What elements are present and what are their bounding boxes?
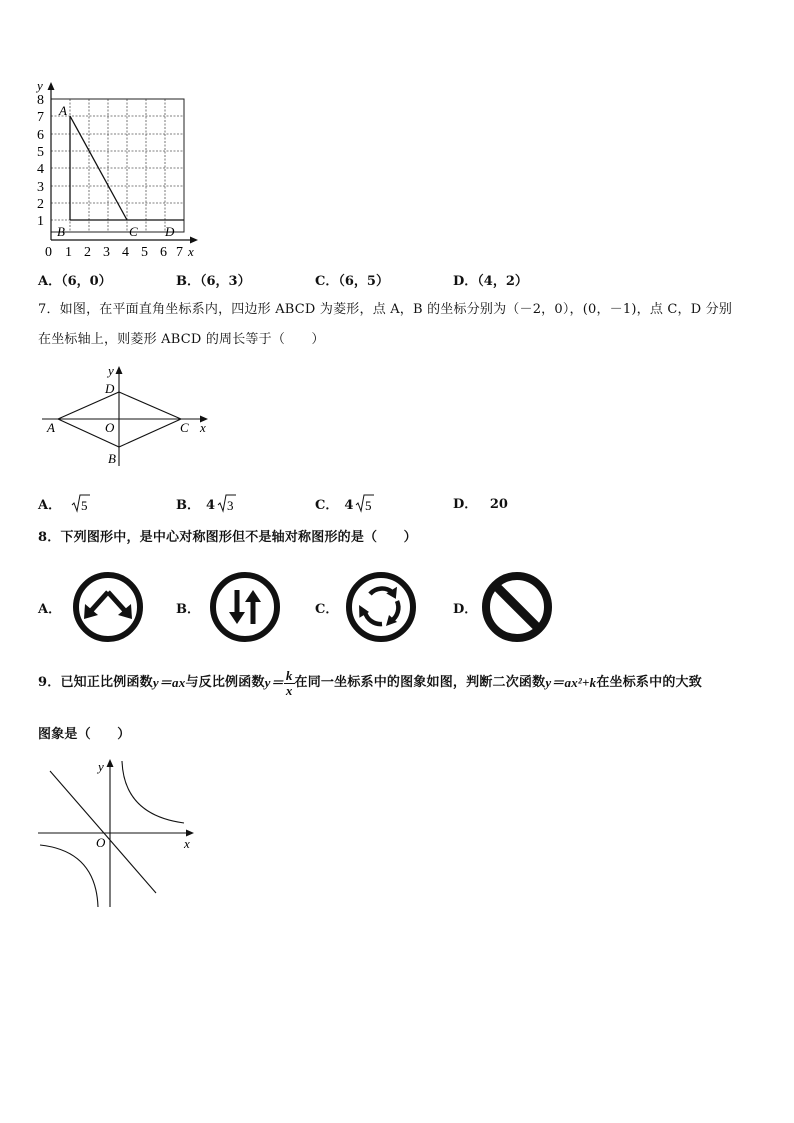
q6-point-D: D: [165, 224, 175, 239]
q7-option-b-letter: B．: [176, 498, 200, 513]
q9-formula-quadratic: y＝ax²+k: [545, 675, 597, 690]
q7-option-d-text: 20: [489, 497, 508, 512]
q7-option-b-radicand: 3: [227, 498, 234, 513]
q9-label-y: y: [98, 759, 104, 774]
q9-prefix: 9．已知正比例函数: [38, 675, 153, 690]
q9-question-line2: 图象是（ ）: [38, 727, 131, 742]
q9-y-arrow: [107, 759, 114, 767]
q9-fraction-numerator: k: [285, 667, 293, 683]
q6-xtick-5: 5: [141, 245, 148, 260]
q9-formula-linear: y＝ax: [152, 675, 186, 690]
q9-line-y-ax: [50, 771, 156, 893]
q7-option-b-coef: 4: [206, 498, 216, 513]
q7-rhombus-figure: [38, 362, 218, 472]
q6-option-d-letter: D．: [453, 274, 478, 289]
q6-ytick-2: 2: [37, 197, 44, 212]
q6-grid-figure: [28, 80, 208, 260]
q6-option-b-text: （6，3）: [200, 274, 251, 289]
q6-xtick-1: 1: [65, 245, 72, 260]
q6-option-b: [176, 270, 251, 289]
q9-fraction: [284, 669, 295, 698]
q6-xtick-6: 6: [160, 245, 167, 260]
q9-formula-inverse-left: y＝: [264, 675, 284, 690]
q7-label-B: B: [108, 451, 116, 466]
q6-ytick-7: 7: [37, 110, 44, 125]
q6-x-label: x: [188, 244, 194, 259]
q6-xtick-4: 4: [122, 245, 129, 260]
q9-question-line1: [38, 668, 702, 698]
q6-point-C: C: [129, 224, 138, 239]
q6-xtick-3: 3: [103, 245, 110, 260]
q9-fraction-denominator: x: [285, 682, 293, 698]
q8-option-c-letter: C．: [315, 602, 339, 617]
q9-graph-figure: [38, 757, 198, 909]
q6-option-b-letter: B．: [176, 274, 200, 289]
q6-option-d: [453, 270, 528, 289]
q7-question-line1: 7．如图，在平面直角坐标系内，四边形 ABCD 为菱形，点 A，B 的坐标分别为（－2，0），(0，－1)，点 C，D 分别: [38, 302, 733, 317]
q6-option-c: [315, 270, 389, 289]
q6-option-a: [38, 270, 112, 289]
q9-suffix: 在坐标系中的大致: [596, 675, 702, 690]
q6-option-c-letter: C．: [315, 274, 339, 289]
q7-option-a: [38, 493, 91, 513]
q6-ytick-1: 1: [37, 214, 44, 229]
q6-point-B: B: [57, 224, 65, 239]
q6-xtick-0: 0: [45, 245, 52, 260]
q7-label-O: O: [105, 420, 115, 435]
q8-question: 8．下列图形中，是中心对称图形但不是轴对称图形的是（ ）: [38, 530, 417, 545]
q6-y-arrow: [48, 82, 55, 90]
q8-option-d-no-entry-slash-icon: [480, 570, 554, 644]
q7-y-arrow: [116, 366, 123, 374]
q6-x-arrow: [190, 237, 198, 244]
q8-option-c-roundabout-icon: [344, 570, 418, 644]
q7-label-A: A: [47, 420, 55, 435]
q7-option-c-coef: 4: [344, 498, 354, 513]
q8-option-a-diagonal-arrows-icon: [71, 570, 145, 644]
q6-ytick-6: 6: [37, 128, 44, 143]
q7-option-a-radicand: 5: [81, 498, 88, 513]
q7-option-d-letter: D．: [453, 497, 478, 512]
q7-label-C: C: [180, 420, 189, 435]
q6-y-label: y: [37, 80, 43, 93]
q6-ytick-8: 8: [37, 93, 44, 108]
q8-option-d-letter: D．: [453, 602, 478, 617]
q7-option-b-radical: [217, 493, 237, 513]
q7-option-a-radical: [71, 493, 91, 513]
q6-xtick-2: 2: [84, 245, 91, 260]
q9-label-x: x: [184, 836, 190, 851]
q9-mid2: 在同一坐标系中的图象如图，判断二次函数: [294, 675, 546, 690]
q7-option-a-letter: A．: [38, 498, 62, 513]
q7-option-c-radical: [355, 493, 375, 513]
q9-hyperbola-upper: [122, 761, 184, 823]
q6-ytick-3: 3: [37, 180, 44, 195]
q7-option-c: [315, 493, 375, 513]
q7-option-c-radicand: 5: [365, 498, 372, 513]
q7-option-b: [176, 493, 237, 513]
q8-option-b-letter: B．: [176, 602, 200, 617]
q9-label-O: O: [96, 835, 106, 850]
q6-ytick-4: 4: [37, 162, 44, 177]
q7-label-D: D: [105, 381, 115, 396]
q9-hyperbola-lower: [40, 845, 98, 907]
q6-point-A: A: [59, 103, 67, 118]
q8-option-b-up-down-arrows-icon: [208, 570, 282, 644]
q6-xtick-7: 7: [176, 245, 183, 260]
q7-label-y: y: [108, 363, 114, 378]
q9-mid1: 与反比例函数: [185, 675, 265, 690]
q6-option-a-letter: A．: [38, 274, 62, 289]
q7-option-c-letter: C．: [315, 498, 339, 513]
q6-ytick-5: 5: [37, 145, 44, 160]
q7-label-x: x: [200, 420, 206, 435]
q7-question-line2: 在坐标轴上，则菱形 ABCD 的周长等于（ ）: [38, 332, 325, 347]
q7-option-d: [453, 493, 508, 512]
q6-option-c-text: （6，5）: [338, 274, 389, 289]
q8-option-a-letter: A．: [38, 602, 62, 617]
q6-option-d-text: （4，2）: [477, 274, 528, 289]
q6-option-a-text: （6，0）: [61, 274, 112, 289]
